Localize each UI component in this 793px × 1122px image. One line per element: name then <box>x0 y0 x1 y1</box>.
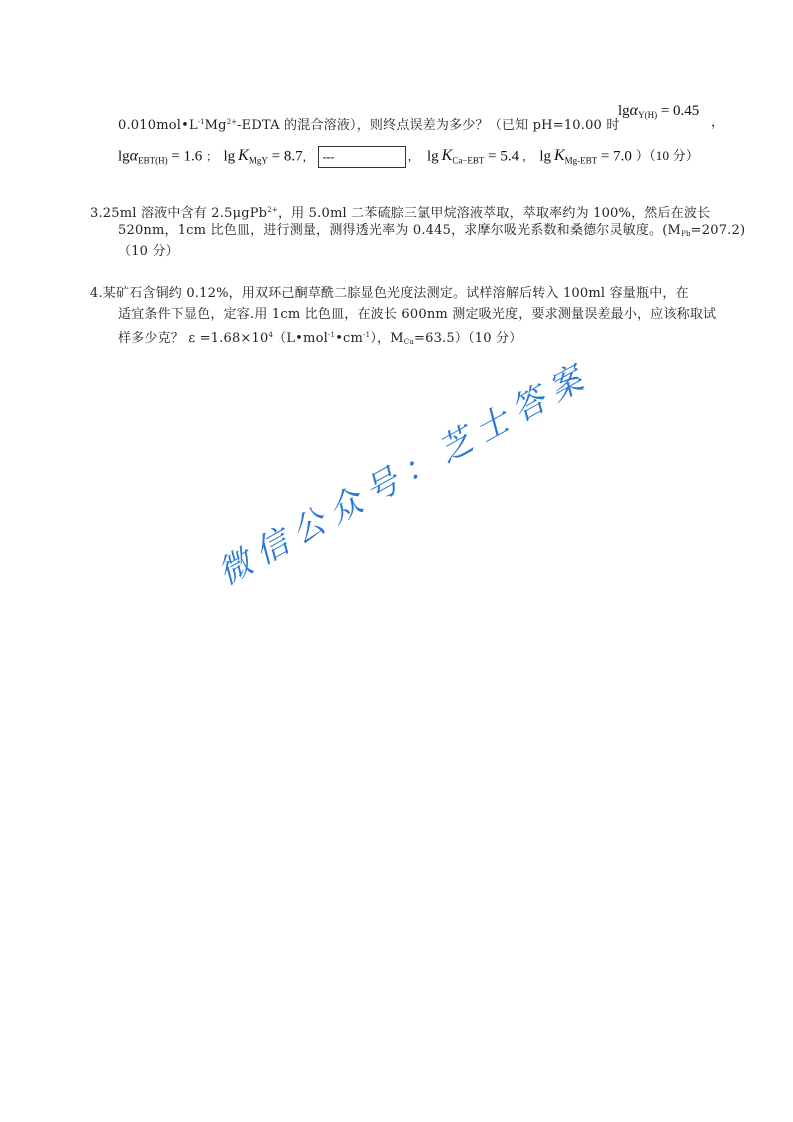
q4-sup-1: 4 <box>268 331 274 339</box>
q3-sup: 2+ <box>267 206 278 214</box>
watermark-text: 微信公众号：芝士答案 <box>210 354 598 593</box>
q3-text-a: 3.25ml 溶液中含有 2.5μgPb <box>90 206 268 221</box>
q2-text-b: Mg <box>204 118 227 133</box>
t1-value: = 1.6 <box>167 148 203 165</box>
q4-line-3 <box>118 326 522 351</box>
q2-line-2 <box>118 146 699 169</box>
blank-formula-box <box>318 146 406 168</box>
q4-line-1: 4.某矿石含铜约 0.12%，用双环己酮草酰二腙显色光度法测定。试样溶解后转入 100ml 容量瓶中，在 <box>90 286 689 301</box>
separator: ， <box>302 151 314 164</box>
q2-text-c: -EDTA 的混合溶液），则终点误差为多少？（已知 pH=10.00 时 <box>237 118 620 133</box>
q3-line-1 <box>90 201 710 223</box>
t4-sub: Mg-EBT <box>564 155 598 166</box>
q3-text-b: ，用 5.0ml 二苯硫腙三氯甲烷溶液萃取，萃取率约为 100%，然后在波长 <box>277 206 711 221</box>
q2-alpha-yh-formula <box>618 102 699 124</box>
q3-score: （10 分） <box>118 244 179 259</box>
q4-text-c: •cm <box>335 331 364 346</box>
separator: ； <box>206 151 218 164</box>
q2-score: ）（10 分） <box>635 148 700 164</box>
t3-value: = 5.4 <box>484 148 520 165</box>
t3-sub: Ca−EBT <box>452 155 485 166</box>
q4-sup-2: -1 <box>327 331 336 339</box>
separator: ， <box>407 151 419 164</box>
t2-k: K <box>238 147 249 165</box>
t1-alpha: α <box>129 147 139 165</box>
lg-label: lg <box>618 103 630 119</box>
t2-value: = 8.7 <box>267 148 303 165</box>
q4-sub: Cu <box>403 338 414 346</box>
separator: ， <box>522 151 534 164</box>
t3-k: K <box>441 147 453 165</box>
alpha-subscript: Y(H) <box>638 110 658 120</box>
t2-sub: MgY <box>248 155 268 166</box>
q2-line-1 <box>118 113 620 135</box>
q3-text-c: 520nm，1cm 比色皿，进行测量，测得透光率为 0.445，求摩尔吸光系数和桑德尔灵敏度。(M <box>118 223 682 238</box>
q2-line-1-tail: ， <box>711 115 725 130</box>
q3-line-2 <box>118 222 745 243</box>
t4-lg: lg <box>539 148 551 165</box>
alpha-value: = 0.45 <box>657 103 700 119</box>
q4-text-b: （L•mol <box>273 331 328 346</box>
q4-text-e: =63.5）（10 分） <box>414 331 523 346</box>
box-placeholder-mark: ▬▬▬ <box>322 155 335 160</box>
q3-text-d: =207.2) <box>690 223 746 238</box>
t4-value: = 7.0 <box>597 148 632 165</box>
q4-text-d: ），M <box>370 331 404 346</box>
q2-text-a: 0.010mol•L <box>118 118 198 133</box>
q4-sup-3: -1 <box>363 331 371 339</box>
t1-lg: lg <box>118 148 130 165</box>
t4-k: K <box>554 147 565 165</box>
q3-sub: Pb <box>681 230 691 238</box>
alpha-symbol: α <box>629 102 639 119</box>
t3-lg: lg <box>426 148 439 165</box>
t2-lg: lg <box>223 148 236 165</box>
q4-text-a: 样多少克？ ε =1.68×10 <box>118 331 269 346</box>
q2-sup-a: -1 <box>197 118 205 126</box>
q2-sup-b: 2+ <box>226 118 238 126</box>
t1-sub: EBT(H) <box>138 155 168 166</box>
q4-line-2: 适宜条件下显色，定容.用 1cm 比色皿，在波长 600nm 测定吸光度，要求测量误差最小，应该称取试 <box>118 307 717 322</box>
